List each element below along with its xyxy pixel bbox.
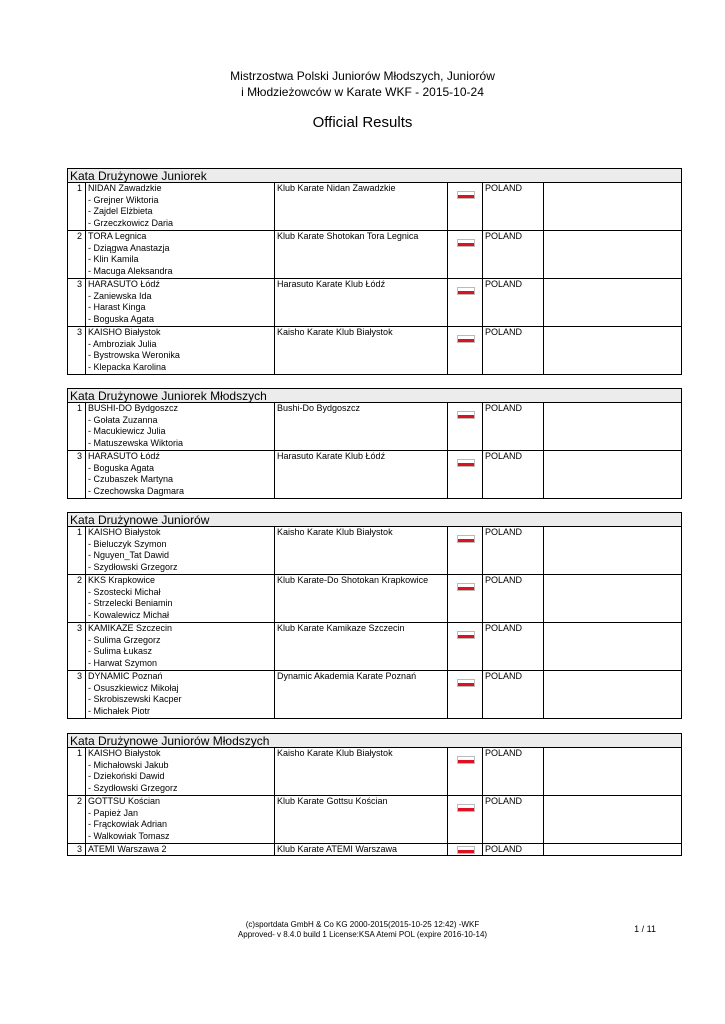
rank-cell: 3	[68, 327, 86, 374]
results-section	[67, 168, 682, 375]
country-cell: POLAND	[484, 403, 544, 450]
club-cell: Kaisho Karate Klub Białystok	[276, 327, 448, 374]
club-cell: Dynamic Akademia Karate Poznań	[276, 671, 448, 718]
flag-cell	[449, 403, 483, 450]
team-member: - Michałowski Jakub	[88, 759, 169, 770]
results-section	[67, 733, 682, 856]
team-member: - Macuga Aleksandra	[88, 265, 173, 276]
club-cell: Klub Karate Shotokan Tora Legnica	[276, 231, 448, 278]
team-member: - Harwat Szymon	[88, 657, 158, 668]
country-cell: POLAND	[484, 844, 544, 855]
page-number: 1 / 11	[634, 924, 656, 934]
country-cell: POLAND	[484, 231, 544, 278]
team-member: - Sulima Łukasz	[88, 646, 153, 656]
results-section	[67, 512, 682, 719]
rank-cell: 3	[68, 451, 86, 498]
country-cell: POLAND	[484, 575, 544, 622]
club-cell: Klub Karate Gottsu Kościan	[276, 796, 448, 843]
poland-flag-icon	[457, 239, 475, 247]
team-name: KAMIKAZE Szczecin	[88, 623, 173, 633]
footer-line1: (c)sportdata GmbH & Co KG 2000-2015(2015-10-25 12:42) -WKF	[245, 920, 480, 929]
team-member: - Skrobiszewski Kacper	[88, 694, 182, 704]
result-row	[67, 183, 682, 231]
team-member: - Czubaszek Martyna	[88, 474, 174, 484]
result-row	[67, 671, 682, 719]
team-member: - Klin Kamila	[88, 254, 139, 264]
team-cell	[87, 575, 275, 622]
team-member: - Dziągwa Anastazja	[88, 242, 170, 253]
team-member: - Walkowiak Tomasz	[88, 830, 170, 841]
poland-flag-icon	[457, 459, 475, 467]
team-name: HARASUTO Łódź	[88, 279, 160, 289]
result-row	[67, 231, 682, 279]
flag-cell	[449, 575, 483, 622]
poland-flag-icon	[457, 335, 475, 343]
club-cell: Klub Karate Kamikaze Szczecin	[276, 623, 448, 670]
team-name: ATEMI Warszawa 2	[88, 844, 167, 854]
event-title-line2: i Młodzieżowców w Karate WKF - 2015-10-24	[241, 85, 484, 99]
flag-cell	[449, 796, 483, 843]
team-cell	[87, 403, 275, 450]
result-row	[67, 279, 682, 327]
result-row	[67, 796, 682, 844]
team-member: - Kowalewicz Michał	[88, 609, 170, 620]
country-cell: POLAND	[484, 527, 544, 574]
club-cell: Kaisho Karate Klub Białystok	[276, 527, 448, 574]
team-cell	[87, 279, 275, 326]
team-cell	[87, 623, 275, 670]
document-title: Official Results	[312, 114, 413, 131]
country-cell: POLAND	[484, 748, 544, 795]
team-member: - Boguska Agata	[88, 462, 155, 473]
club-cell: Klub Karate-Do Shotokan Krapkowice	[276, 575, 448, 622]
rank-cell: 1	[68, 183, 86, 230]
section-title: Kata Drużynowe Juniorek Młodszych	[67, 388, 682, 403]
team-name: HARASUTO Łódź	[88, 451, 160, 461]
section-title: Kata Drużynowe Juniorek	[67, 168, 682, 183]
team-cell	[87, 844, 275, 855]
country-cell: POLAND	[484, 671, 544, 718]
team-cell	[87, 451, 275, 498]
poland-flag-icon	[457, 191, 475, 199]
club-cell: Klub Karate Nidan Zawadzkie	[276, 183, 448, 230]
team-member: - Grejner Wiktoria	[88, 194, 159, 205]
country-cell: POLAND	[484, 623, 544, 670]
result-row	[67, 623, 682, 671]
poland-flag-icon	[457, 583, 475, 591]
section-title: Kata Drużynowe Juniorów Młodszych	[67, 733, 682, 748]
flag-cell	[449, 231, 483, 278]
result-row	[67, 575, 682, 623]
country-cell: POLAND	[484, 279, 544, 326]
rank-cell: 1	[68, 527, 86, 574]
flag-cell	[449, 623, 483, 670]
poland-flag-icon	[457, 756, 475, 764]
club-cell: Kaisho Karate Klub Białystok	[276, 748, 448, 795]
poland-flag-icon	[457, 846, 475, 854]
flag-cell	[449, 844, 483, 855]
team-member: - Szydłowski Grzegorz	[88, 561, 178, 572]
results-section	[67, 388, 682, 499]
club-cell: Bushi-Do Bydgoszcz	[276, 403, 448, 450]
rank-cell: 3	[68, 279, 86, 326]
team-member: - Czechowska Dagmara	[88, 485, 185, 496]
team-member: - Michałek Piotr	[88, 705, 151, 716]
poland-flag-icon	[457, 411, 475, 419]
country-cell: POLAND	[484, 327, 544, 374]
poland-flag-icon	[457, 631, 475, 639]
result-row	[67, 451, 682, 499]
poland-flag-icon	[457, 287, 475, 295]
team-member: - Matuszewska Wiktoria	[88, 437, 184, 448]
footer-line2: Approved- v 8.4.0 build 1 License:KSA Atemi POL (expire 2016-10-14)	[237, 930, 488, 939]
team-member: - Frąckowiak Adrian	[88, 819, 168, 829]
team-name: TORA Legnica	[88, 231, 147, 241]
flag-cell	[449, 527, 483, 574]
team-member: - Ambroziak Julia	[88, 338, 157, 349]
team-name: KAISHO Białystok	[88, 327, 161, 337]
result-row	[67, 527, 682, 575]
team-name: BUSHI-DO Bydgoszcz	[88, 403, 179, 413]
country-cell: POLAND	[484, 796, 544, 843]
club-cell: Harasuto Karate Klub Łódź	[276, 279, 448, 326]
flag-cell	[449, 183, 483, 230]
team-name: NIDAN Zawadzkie	[88, 183, 162, 193]
team-member: - Grzeczkowicz Daria	[88, 217, 174, 228]
result-row	[67, 327, 682, 375]
result-row	[67, 748, 682, 796]
team-cell	[87, 327, 275, 374]
team-name: DYNAMIC Poznań	[88, 671, 163, 681]
rank-cell: 3	[68, 671, 86, 718]
team-member: - Gołata Zuzanna	[88, 414, 158, 425]
flag-cell	[449, 279, 483, 326]
team-member: - Osuszkiewicz Mikołaj	[88, 682, 179, 693]
poland-flag-icon	[457, 679, 475, 687]
rank-cell: 2	[68, 575, 86, 622]
team-cell	[87, 527, 275, 574]
rank-cell: 2	[68, 231, 86, 278]
team-member: - Nguyen_Tat Dawid	[88, 550, 170, 560]
team-cell	[87, 183, 275, 230]
team-member: - Klepacka Karolina	[88, 361, 167, 372]
team-name: KAISHO Białystok	[88, 527, 161, 537]
team-member: - Papież Jan	[88, 807, 139, 818]
team-member: - Boguska Agata	[88, 313, 155, 324]
club-cell: Harasuto Karate Klub Łódź	[276, 451, 448, 498]
rank-cell: 2	[68, 796, 86, 843]
rank-cell: 3	[68, 844, 86, 855]
team-member: - Macukiewicz Julia	[88, 426, 166, 436]
team-cell	[87, 231, 275, 278]
team-cell	[87, 748, 275, 795]
footer	[0, 920, 725, 940]
poland-flag-icon	[457, 804, 475, 812]
team-member: - Bieluczyk Szymon	[88, 538, 167, 549]
country-cell: POLAND	[484, 451, 544, 498]
team-member: - Zaniewska Ida	[88, 290, 152, 301]
team-member: - Sulima Grzegorz	[88, 634, 161, 645]
flag-cell	[449, 671, 483, 718]
rank-cell: 1	[68, 748, 86, 795]
result-row	[67, 403, 682, 451]
team-cell	[87, 671, 275, 718]
team-name: GOTTSU Kościan	[88, 796, 161, 806]
flag-cell	[449, 748, 483, 795]
team-member: - Harast Kinga	[88, 302, 146, 312]
team-name: KAISHO Białystok	[88, 748, 161, 758]
team-member: - Szydłowski Grzegorz	[88, 782, 178, 793]
team-member: - Dziekoński Dawid	[88, 771, 165, 781]
team-name: KKS Krapkowice	[88, 575, 156, 585]
team-cell	[87, 796, 275, 843]
poland-flag-icon	[457, 535, 475, 543]
section-title: Kata Drużynowe Juniorów	[67, 512, 682, 527]
flag-cell	[449, 327, 483, 374]
rank-cell: 3	[68, 623, 86, 670]
rank-cell: 1	[68, 403, 86, 450]
event-title-line1: Mistrzostwa Polski Juniorów Młodszych, Juniorów	[230, 69, 495, 83]
team-member: - Strzelecki Beniamin	[88, 598, 173, 608]
flag-cell	[449, 451, 483, 498]
team-member: - Szostecki Michał	[88, 586, 161, 597]
country-cell: POLAND	[484, 183, 544, 230]
team-member: - Zajdel Elżbieta	[88, 206, 153, 216]
club-cell: Klub Karate ATEMI Warszawa	[276, 844, 448, 855]
team-member: - Bystrowska Weronika	[88, 350, 180, 360]
result-row	[67, 844, 682, 856]
